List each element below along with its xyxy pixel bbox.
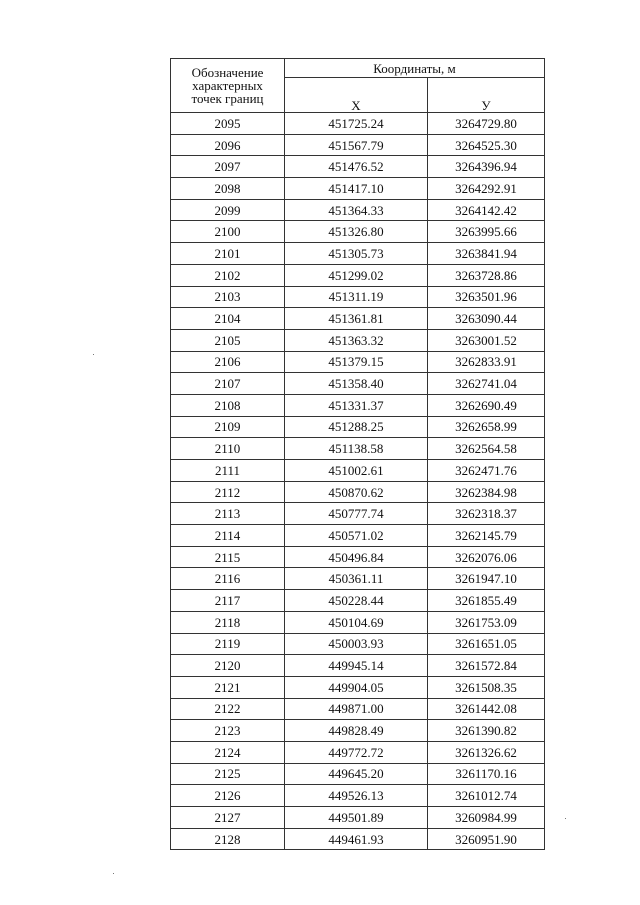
- y-coordinate-cell: 3261947.10: [428, 568, 545, 590]
- x-coordinate-cell: 449904.05: [285, 676, 428, 698]
- y-coordinate-cell: 3264729.80: [428, 113, 545, 135]
- x-coordinate-cell: 450870.62: [285, 481, 428, 503]
- y-coordinate-cell: 3261651.05: [428, 633, 545, 655]
- x-coordinate-cell: 450496.84: [285, 546, 428, 568]
- point-cell: 2104: [171, 308, 285, 330]
- y-coordinate-cell: 3262833.91: [428, 351, 545, 373]
- y-coordinate-cell: 3261012.74: [428, 785, 545, 807]
- x-coordinate-cell: 451326.80: [285, 221, 428, 243]
- table-row: [171, 416, 545, 438]
- y-coordinate-cell: 3261753.09: [428, 611, 545, 633]
- x-coordinate-cell: 449645.20: [285, 763, 428, 785]
- table-row: [171, 199, 545, 221]
- table-row: [171, 286, 545, 308]
- y-coordinate-cell: 3263501.96: [428, 286, 545, 308]
- coordinates-column-header: Координаты, м: [285, 59, 545, 78]
- point-cell: 2121: [171, 676, 285, 698]
- x-coordinate-cell: 451476.52: [285, 156, 428, 178]
- table-row: [171, 481, 545, 503]
- x-coordinate-cell: 451299.02: [285, 264, 428, 286]
- table-row: [171, 243, 545, 265]
- table-row: [171, 156, 545, 178]
- x-coordinate-cell: 451417.10: [285, 178, 428, 200]
- y-coordinate-cell: 3264396.94: [428, 156, 545, 178]
- y-coordinate-cell: 3262384.98: [428, 481, 545, 503]
- table-row: [171, 438, 545, 460]
- y-coordinate-cell: 3264292.91: [428, 178, 545, 200]
- y-coordinate-cell: 3261170.16: [428, 763, 545, 785]
- y-coordinate-cell: 3261326.62: [428, 741, 545, 763]
- point-cell: 2095: [171, 113, 285, 135]
- y-coordinate-cell: 3260984.99: [428, 807, 545, 829]
- point-cell: 2126: [171, 785, 285, 807]
- y-coordinate-cell: 3261508.35: [428, 676, 545, 698]
- point-cell: 2114: [171, 525, 285, 547]
- point-cell: 2103: [171, 286, 285, 308]
- scan-speck: [93, 354, 94, 355]
- table-row: [171, 655, 545, 677]
- point-cell: 2117: [171, 590, 285, 612]
- y-coordinate-cell: 3263841.94: [428, 243, 545, 265]
- y-coordinate-cell: 3262076.06: [428, 546, 545, 568]
- point-cell: 2111: [171, 460, 285, 482]
- y-coordinate-cell: 3262145.79: [428, 525, 545, 547]
- x-coordinate-cell: 451288.25: [285, 416, 428, 438]
- table-row: [171, 525, 545, 547]
- point-cell: 2110: [171, 438, 285, 460]
- x-column-header: X: [285, 78, 428, 113]
- y-coordinate-cell: 3262658.99: [428, 416, 545, 438]
- x-coordinate-cell: 449871.00: [285, 698, 428, 720]
- y-coordinate-cell: 3263090.44: [428, 308, 545, 330]
- x-coordinate-cell: 451725.24: [285, 113, 428, 135]
- table-row: [171, 568, 545, 590]
- y-coordinate-cell: 3260951.90: [428, 828, 545, 850]
- x-coordinate-cell: 449772.72: [285, 741, 428, 763]
- table-row: [171, 546, 545, 568]
- coordinates-table: [170, 58, 545, 850]
- table-row: [171, 394, 545, 416]
- y-coordinate-cell: 3264142.42: [428, 199, 545, 221]
- table-row: [171, 221, 545, 243]
- y-coordinate-cell: 3261442.08: [428, 698, 545, 720]
- table-row: [171, 308, 545, 330]
- point-cell: 2106: [171, 351, 285, 373]
- point-cell: 2123: [171, 720, 285, 742]
- table-row: [171, 698, 545, 720]
- y-coordinate-cell: 3262741.04: [428, 373, 545, 395]
- x-coordinate-cell: 451358.40: [285, 373, 428, 395]
- x-coordinate-cell: 451311.19: [285, 286, 428, 308]
- table-row: [171, 676, 545, 698]
- scan-speck: [113, 873, 114, 874]
- table-row: [171, 134, 545, 156]
- x-coordinate-cell: 449501.89: [285, 807, 428, 829]
- x-coordinate-cell: 449461.93: [285, 828, 428, 850]
- y-coordinate-cell: 3264525.30: [428, 134, 545, 156]
- x-coordinate-cell: 451379.15: [285, 351, 428, 373]
- y-coordinate-cell: 3262564.58: [428, 438, 545, 460]
- x-coordinate-cell: 451364.33: [285, 199, 428, 221]
- point-cell: 2101: [171, 243, 285, 265]
- table-row: [171, 503, 545, 525]
- point-cell: 2127: [171, 807, 285, 829]
- point-cell: 2112: [171, 481, 285, 503]
- table-row: [171, 178, 545, 200]
- x-coordinate-cell: 451331.37: [285, 394, 428, 416]
- table-body: [171, 113, 545, 850]
- x-coordinate-cell: 449828.49: [285, 720, 428, 742]
- scan-speck: [565, 818, 566, 819]
- y-coordinate-cell: 3263001.52: [428, 329, 545, 351]
- table-row: [171, 611, 545, 633]
- point-cell: 2097: [171, 156, 285, 178]
- table-row: [171, 763, 545, 785]
- x-coordinate-cell: 451305.73: [285, 243, 428, 265]
- x-coordinate-cell: 450104.69: [285, 611, 428, 633]
- point-cell: 2108: [171, 394, 285, 416]
- table-row: [171, 373, 545, 395]
- x-coordinate-cell: 451138.58: [285, 438, 428, 460]
- x-coordinate-cell: 451567.79: [285, 134, 428, 156]
- y-coordinate-cell: 3262318.37: [428, 503, 545, 525]
- table-header: [171, 59, 545, 113]
- point-cell: 2120: [171, 655, 285, 677]
- point-cell: 2107: [171, 373, 285, 395]
- point-cell: 2119: [171, 633, 285, 655]
- table-row: [171, 828, 545, 850]
- y-coordinate-cell: 3261572.84: [428, 655, 545, 677]
- point-cell: 2125: [171, 763, 285, 785]
- point-cell: 2128: [171, 828, 285, 850]
- x-coordinate-cell: 450571.02: [285, 525, 428, 547]
- point-cell: 2109: [171, 416, 285, 438]
- point-cell: 2096: [171, 134, 285, 156]
- y-coordinate-cell: 3263995.66: [428, 221, 545, 243]
- point-cell: 2113: [171, 503, 285, 525]
- point-cell: 2098: [171, 178, 285, 200]
- table-row: [171, 785, 545, 807]
- point-cell: 2115: [171, 546, 285, 568]
- x-coordinate-cell: 449945.14: [285, 655, 428, 677]
- table-row: [171, 807, 545, 829]
- point-cell: 2122: [171, 698, 285, 720]
- y-coordinate-cell: 3262690.49: [428, 394, 545, 416]
- x-coordinate-cell: 451363.32: [285, 329, 428, 351]
- x-coordinate-cell: 450361.11: [285, 568, 428, 590]
- point-cell: 2124: [171, 741, 285, 763]
- table-row: [171, 720, 545, 742]
- x-coordinate-cell: 451361.81: [285, 308, 428, 330]
- y-column-header: У: [428, 78, 545, 113]
- point-cell: 2105: [171, 329, 285, 351]
- table-row: [171, 460, 545, 482]
- point-cell: 2100: [171, 221, 285, 243]
- y-coordinate-cell: 3261390.82: [428, 720, 545, 742]
- table-row: [171, 741, 545, 763]
- table-row: [171, 329, 545, 351]
- y-coordinate-cell: 3261855.49: [428, 590, 545, 612]
- table-row: [171, 264, 545, 286]
- table-row: [171, 590, 545, 612]
- x-coordinate-cell: 451002.61: [285, 460, 428, 482]
- x-coordinate-cell: 450003.93: [285, 633, 428, 655]
- table-row: [171, 113, 545, 135]
- point-cell: 2116: [171, 568, 285, 590]
- y-coordinate-cell: 3262471.76: [428, 460, 545, 482]
- point-cell: 2118: [171, 611, 285, 633]
- y-coordinate-cell: 3263728.86: [428, 264, 545, 286]
- table-row: [171, 633, 545, 655]
- table-row: [171, 351, 545, 373]
- x-coordinate-cell: 450228.44: [285, 590, 428, 612]
- x-coordinate-cell: 450777.74: [285, 503, 428, 525]
- point-cell: 2099: [171, 199, 285, 221]
- point-column-header: Обозначение характерных точек границ: [171, 59, 285, 113]
- point-cell: 2102: [171, 264, 285, 286]
- x-coordinate-cell: 449526.13: [285, 785, 428, 807]
